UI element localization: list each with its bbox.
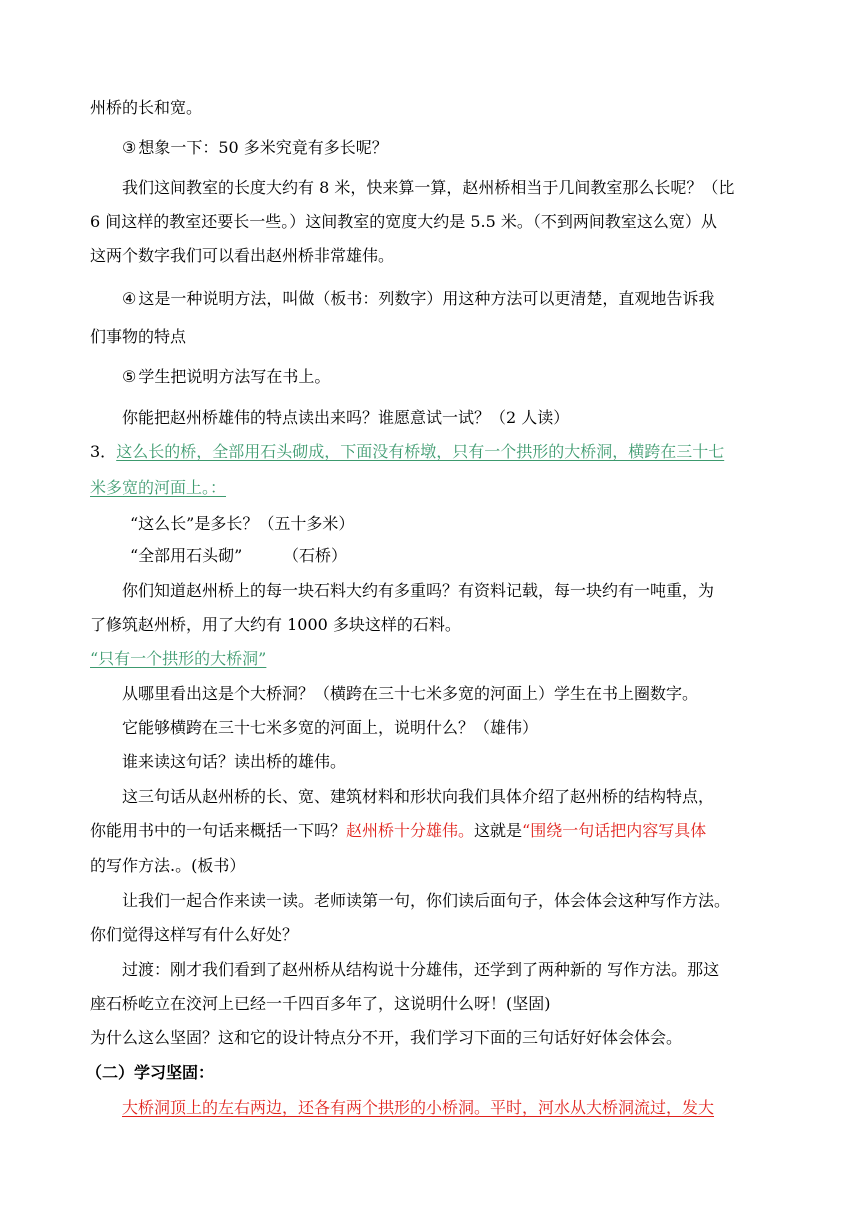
paragraph-line: 为什么这么坚固？这和它的设计特点分不开，我们学习下面的三句话好好体会体会。 (90, 1028, 683, 1047)
green-underlined-quote: 米多宽的河面上。： (90, 478, 227, 497)
paragraph-line: 们事物的特点 (90, 327, 187, 346)
red-underlined-quote: 大桥洞顶上的左右两边，还各有两个拱形的小桥洞。平时，河水从大桥洞流过，发大 (122, 1098, 715, 1117)
text-segment: 你能用书中的一句话来概括一下吗？ (90, 821, 347, 840)
paragraph-line: 座石桥屹立在洨河上已经一千四百多年了，这说明什么呀！(坚固) (90, 994, 551, 1013)
paragraph-line: 这两个数字我们可以看出赵州桥非常雄伟。 (90, 246, 395, 265)
green-underlined-quote: “只有一个拱形的大桥洞” (90, 649, 267, 668)
paragraph-line: 从哪里看出这是个大桥洞？（横跨在三十七米多宽的河面上）学生在书上圈数字。 (122, 684, 699, 703)
text-segment: 这就是 (474, 821, 523, 840)
item-text: 学生把说明方法写在书上。 (138, 367, 331, 386)
paragraph-line (122, 1097, 714, 1119)
paragraph-line: 谁来读这句话？读出桥的雄伟。 (122, 752, 347, 771)
quoted-heading (90, 648, 266, 670)
paragraph-line: 它能够横跨在三十七米多宽的河面上，说明什么？（雄伟） (122, 718, 539, 737)
paragraph-line: 我们这间教室的长度大约有 8 米，快来算一算，赵州桥相当于几间教室那么长呢？（比 (122, 178, 735, 197)
paragraph-line: 的写作方法.。(板书） (90, 856, 246, 875)
paragraph-line: 这三句话从赵州桥的长、宽、建筑材料和形状向我们具体介绍了赵州桥的结构特点， (122, 787, 715, 806)
paragraph-line: 你们知道赵州桥上的每一块石料大约有多重吗？有资料记载，每一块约有一吨重，为 (122, 581, 715, 600)
paragraph-line: 你能把赵州桥雄伟的特点读出来吗？谁愿意试一试？（2 人读） (122, 408, 570, 427)
item-number: ⑤ (122, 367, 137, 386)
paragraph-line: 你们觉得这样写有什么好处？ (90, 925, 299, 944)
paragraph-line: “全部用石头砌” （石桥） (130, 546, 348, 565)
green-underlined-quote: 这么长的桥，全部用石头砌成，下面没有桥墩，只有一个拱形的大桥洞，横跨在三十七 (116, 442, 725, 461)
paragraph-line (90, 820, 706, 842)
item-number: ④ (122, 289, 137, 308)
paragraph-line: 了修筑赵州桥，用了大约有 1000 多块这样的石料。 (90, 615, 461, 634)
item-text: 想象一下：50 多米究竟有多长呢？ (138, 138, 388, 157)
paragraph-line: 过渡：刚才我们看到了赵州桥从结构说十分雄伟，还学到了两种新的 写作方法。那这 (122, 960, 720, 979)
paragraph-line: 6 间这样的教室还要长一些。）这间教室的宽度大约是 5.5 米。（不到两间教室这么宽）从 (90, 212, 717, 231)
numbered-item (122, 137, 388, 159)
numbered-item (122, 366, 330, 388)
red-emphasis-text: 赵州桥十分雄伟。 (346, 821, 475, 840)
red-emphasis-text: “围绕一句话把内容写具体 (522, 821, 707, 840)
paragraph-line: 让我们一起合作来读一读。老师读第一句，你们读后面句子，体会体会这种写作方法。 (122, 891, 731, 910)
item-number: ③ (122, 138, 137, 157)
numbered-item (122, 288, 714, 310)
quoted-sentence-line (90, 477, 226, 499)
quoted-sentence-line (90, 441, 724, 463)
paragraph-line: 州桥的长和宽。 (90, 98, 203, 117)
item-text: 这是一种说明方法，叫做（板书：列数字）用这种方法可以更清楚，直观地告诉我 (138, 289, 715, 308)
section-heading: （二）学习坚固： (86, 1063, 215, 1082)
item-number: 3． (90, 442, 117, 461)
paragraph-line: “这么长”是多长？（五十多米） (130, 514, 355, 533)
